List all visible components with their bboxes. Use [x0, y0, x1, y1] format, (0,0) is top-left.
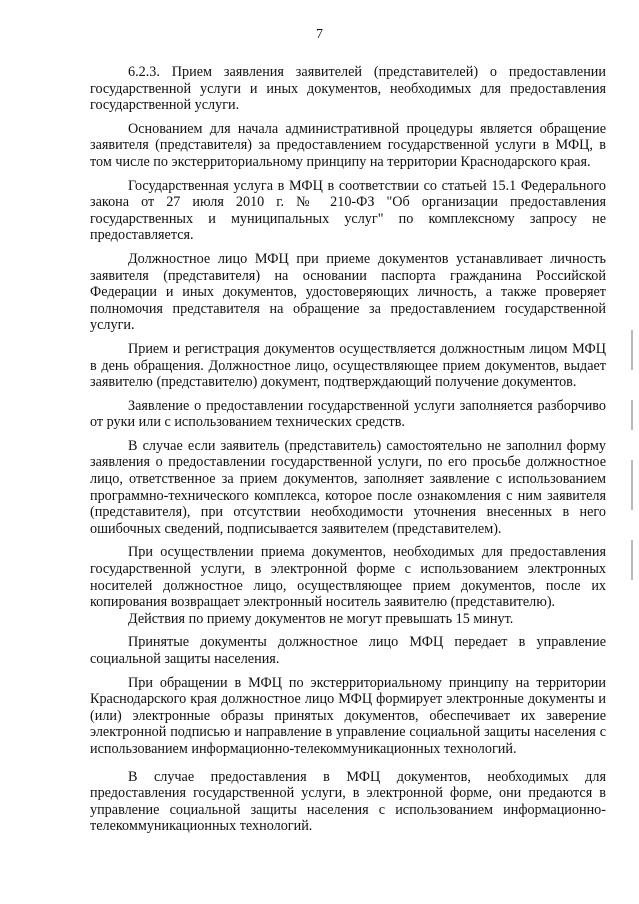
paragraph-federal-law: Государственная услуга в МФЦ в соответствии со статьей 15.1 Федерального закона от 27 июля 2010 г. № 210-ФЗ "Об организации предоставления государственных и муниципальных услуг" по комплексному запросу не предоставляется.: [90, 177, 606, 244]
paragraph-fill-by-officer: В случае если заявитель (представитель) самостоятельно не заполнил форму заявления о предоставлении государственной услуги, по его просьбе должностное лицо, ответственное за прием документов, заполняет заявление с использованием программно-технического комплекса, которое после ознакомления с ним заявителя (представителя), при отсутствии необходимости уточнения внесенных в него ошибочных сведений, подписывается заявителем (представителем).: [90, 437, 606, 537]
page-number: 7: [316, 27, 323, 42]
paragraph-electronic-form: В случае предоставления в МФЦ документов, необходимых для предоставления государственной услуги, в электронной форме, они предаются в управление социальной защиты населения с использованием информационно-телекоммуникационных технологий.: [90, 768, 606, 835]
paragraph-extraterritorial: При обращении в МФЦ по экстерриториальному принципу на территории Краснодарского края должностное лицо МФЦ формирует электронные документы и (или) электронные образы принятых документов, обеспечивает их заверение электронной подписью и направление в управление социальной защиты населения с использованием информационно-телекоммуникационных технологий.: [90, 674, 606, 757]
paragraph-basis: Основанием для начала административной процедуры является обращение заявителя (представителя) за предоставлением государственной услуги в МФЦ, в том числе по экстерриториальному принципу на территории Краснодарского края.: [90, 120, 606, 170]
paragraph-electronic-media: При осуществлении приема документов, необходимых для предоставления государственной услуги, в электронной форме с использованием электронных носителей должностное лицо, осуществляющее прием документов, после их копирования возвращает электронный носитель заявителю (представителю).: [90, 544, 606, 611]
scan-edge-marks: [631, 330, 633, 590]
paragraph-time-limit: Действия по приему документов не могут превышать 15 минут.: [128, 610, 514, 627]
paragraph-transfer: Принятые документы должностное лицо МФЦ передает в управление социальной защиты населения.: [90, 634, 606, 667]
paragraph-application-fill: Заявление о предоставлении государственной услуги заполняется разборчиво от руки или с использованием технических средств.: [90, 397, 606, 431]
paragraph-registration: Прием и регистрация документов осуществляется должностным лицом МФЦ в день обращения. Должностное лицо, осуществляющее прием документов, выдает заявителю (представителю) документ, подтверждающий получение документов.: [90, 340, 606, 391]
paragraph-identity-check: Должностное лицо МФЦ при приеме документов устанавливает личность заявителя (представителя) на основании паспорта гражданина Российской Федерации и иных документов, удостоверяющих личность, а также проверяет полномочия представителя на обращение за предоставлением государственной услуги.: [90, 250, 606, 334]
document-body: [90, 64, 606, 835]
paragraph-6-2-3: 6.2.3. Прием заявления заявителей (представителей) о предоставлении государственной услуги и иных документов, необходимых для предоставления государственной услуги.: [90, 64, 606, 114]
